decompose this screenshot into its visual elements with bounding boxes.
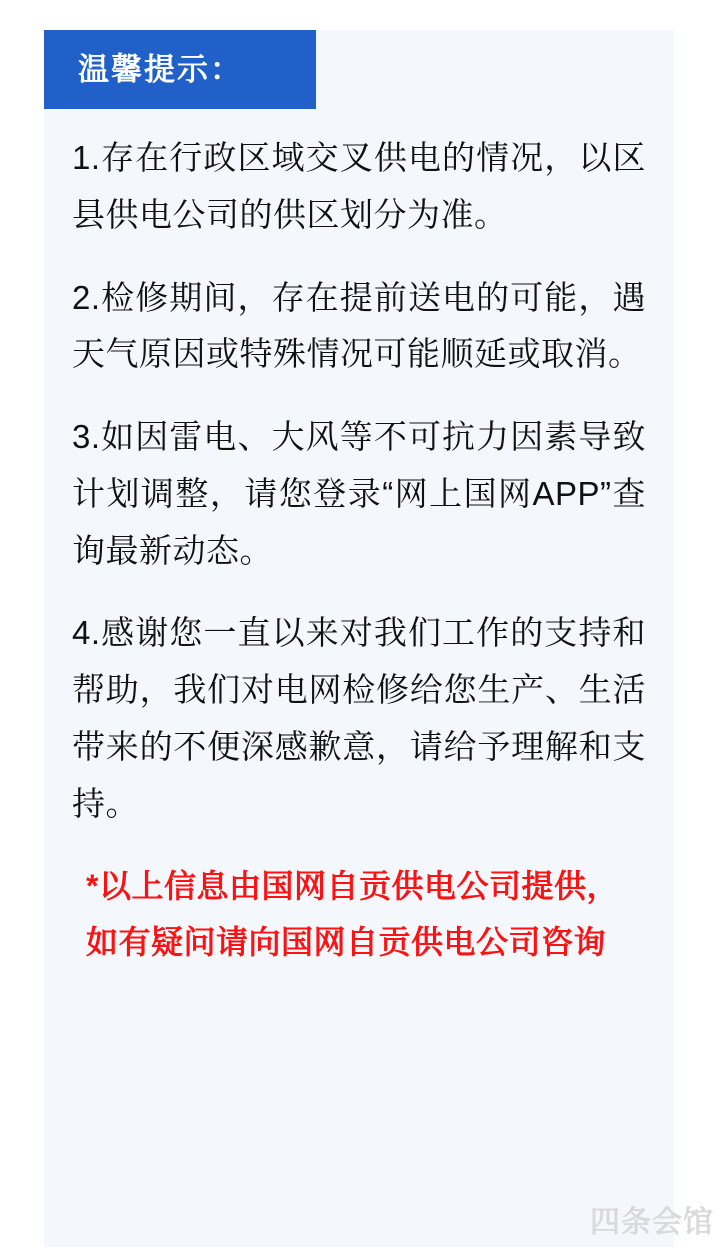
notice-item-3: 3.如因雷电、大风等不可抗力因素导致计划调整，请您登录“网上国网APP”查询最新动态。 (72, 418, 646, 569)
notice-footer-note: *以上信息由国网自贡供电公司提供，如有疑问请向国网自贡供电公司咨询 (86, 868, 619, 961)
notice-item-1: 1.存在行政区域交叉供电的情况，以区县供电公司的供区划分为准。 (72, 139, 646, 233)
notice-header (44, 30, 316, 109)
watermark-text: 四条会馆 (590, 1206, 714, 1239)
notice-header-label: 温馨提示： (78, 52, 243, 87)
notice-body (44, 130, 674, 970)
notice-item-2: 2.检修期间，存在提前送电的可能，遇天气原因或特殊情况可能顺延或取消。 (72, 278, 646, 373)
notice-item-4: 4.感谢您一直以来对我们工作的支持和帮助，我们对电网检修给您生产、生活带来的不便深感歉意，请给予理解和支持。 (72, 614, 646, 822)
